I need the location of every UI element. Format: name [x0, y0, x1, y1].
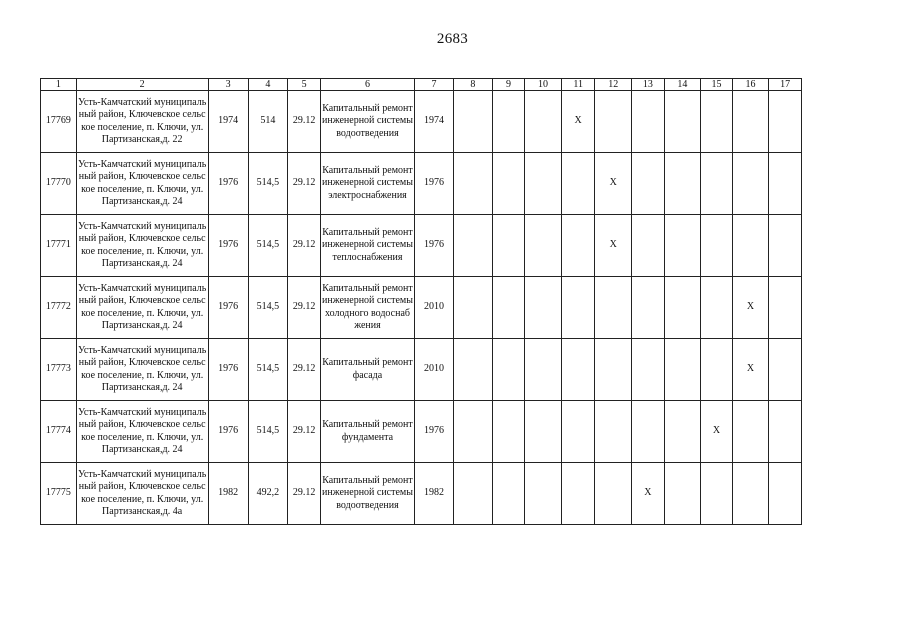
period-mark-cell: X — [595, 153, 632, 215]
col5-cell: 29.12 — [288, 277, 320, 339]
period-mark-cell — [525, 401, 562, 463]
period-mark-cell: X — [561, 91, 595, 153]
period-mark-cell — [664, 153, 701, 215]
table-row — [41, 463, 802, 525]
period-mark-cell: X — [595, 215, 632, 277]
work-year-cell: 1982 — [415, 463, 454, 525]
period-mark-cell — [525, 91, 562, 153]
period-mark-cell — [492, 277, 524, 339]
work-year-cell: 1976 — [415, 153, 454, 215]
area-cell: 514,5 — [248, 339, 288, 401]
year-built-cell: 1982 — [208, 463, 248, 525]
column-header: 5 — [288, 79, 320, 91]
period-mark-cell — [453, 463, 492, 525]
period-mark-cell — [492, 401, 524, 463]
col5-cell: 29.12 — [288, 153, 320, 215]
period-mark-cell — [492, 339, 524, 401]
period-mark-cell — [732, 401, 769, 463]
record-id-cell: 17770 — [41, 153, 77, 215]
area-cell: 492,2 — [248, 463, 288, 525]
address-cell: Усть-Камчатский муниципальный район, Ключевское сельское поселение, п. Ключи, ул. Партизанская,д. 24 — [76, 339, 208, 401]
table-row — [41, 339, 802, 401]
column-header: 13 — [632, 79, 664, 91]
period-mark-cell — [769, 215, 802, 277]
period-mark-cell — [453, 401, 492, 463]
address-cell: Усть-Камчатский муниципальный район, Ключевское сельское поселение, п. Ключи, ул. Партизанская,д. 24 — [76, 277, 208, 339]
record-id-cell: 17774 — [41, 401, 77, 463]
period-mark-cell — [769, 277, 802, 339]
period-mark-cell — [701, 339, 732, 401]
period-mark-cell — [595, 463, 632, 525]
period-mark-cell — [595, 401, 632, 463]
address-cell: Усть-Камчатский муниципальный район, Ключевское сельское поселение, п. Ключи, ул. Партизанская,д. 4а — [76, 463, 208, 525]
period-mark-cell: X — [732, 277, 769, 339]
period-mark-cell — [561, 401, 595, 463]
column-number-row — [41, 79, 802, 91]
table-row — [41, 91, 802, 153]
column-header: 1 — [41, 79, 77, 91]
period-mark-cell — [561, 339, 595, 401]
work-year-cell: 2010 — [415, 277, 454, 339]
period-mark-cell — [595, 91, 632, 153]
year-built-cell: 1976 — [208, 153, 248, 215]
table-row — [41, 277, 802, 339]
record-id-cell: 17775 — [41, 463, 77, 525]
work-type-cell: Капитальный ремонт инженерной системы теплоснабжения — [320, 215, 414, 277]
period-mark-cell — [732, 91, 769, 153]
period-mark-cell — [492, 153, 524, 215]
column-header: 10 — [525, 79, 562, 91]
work-year-cell: 2010 — [415, 339, 454, 401]
column-header: 8 — [453, 79, 492, 91]
work-type-cell: Капитальный ремонт инженерной системы холодного водоснабжения — [320, 277, 414, 339]
period-mark-cell — [769, 339, 802, 401]
period-mark-cell — [732, 215, 769, 277]
column-header: 4 — [248, 79, 288, 91]
column-header: 14 — [664, 79, 701, 91]
table-row — [41, 153, 802, 215]
period-mark-cell: X — [632, 463, 664, 525]
column-header: 3 — [208, 79, 248, 91]
period-mark-cell — [595, 277, 632, 339]
period-mark-cell — [525, 463, 562, 525]
period-mark-cell — [632, 153, 664, 215]
period-mark-cell — [769, 153, 802, 215]
column-header: 11 — [561, 79, 595, 91]
area-cell: 514,5 — [248, 401, 288, 463]
period-mark-cell — [664, 339, 701, 401]
period-mark-cell — [664, 401, 701, 463]
year-built-cell: 1976 — [208, 339, 248, 401]
period-mark-cell — [632, 339, 664, 401]
table-row — [41, 215, 802, 277]
period-mark-cell — [525, 215, 562, 277]
work-year-cell: 1976 — [415, 401, 454, 463]
address-cell: Усть-Камчатский муниципальный район, Ключевское сельское поселение, п. Ключи, ул. Партизанская,д. 24 — [76, 215, 208, 277]
table-row — [41, 401, 802, 463]
column-header: 2 — [76, 79, 208, 91]
period-mark-cell — [492, 91, 524, 153]
period-mark-cell — [595, 339, 632, 401]
period-mark-cell — [769, 401, 802, 463]
period-mark-cell — [701, 463, 732, 525]
area-cell: 514,5 — [248, 215, 288, 277]
address-cell: Усть-Камчатский муниципальный район, Ключевское сельское поселение, п. Ключи, ул. Партизанская,д. 22 — [76, 91, 208, 153]
repair-registry-table — [40, 78, 802, 525]
column-header: 15 — [701, 79, 732, 91]
work-type-cell: Капитальный ремонт фундамента — [320, 401, 414, 463]
period-mark-cell — [453, 215, 492, 277]
col5-cell: 29.12 — [288, 215, 320, 277]
column-header: 16 — [732, 79, 769, 91]
col5-cell: 29.12 — [288, 339, 320, 401]
period-mark-cell — [701, 153, 732, 215]
period-mark-cell — [632, 277, 664, 339]
col5-cell: 29.12 — [288, 401, 320, 463]
period-mark-cell — [632, 215, 664, 277]
period-mark-cell — [664, 277, 701, 339]
period-mark-cell — [492, 215, 524, 277]
address-cell: Усть-Камчатский муниципальный район, Ключевское сельское поселение, п. Ключи, ул. Партизанская,д. 24 — [76, 401, 208, 463]
period-mark-cell — [769, 91, 802, 153]
period-mark-cell — [701, 277, 732, 339]
year-built-cell: 1976 — [208, 215, 248, 277]
period-mark-cell — [525, 277, 562, 339]
record-id-cell: 17772 — [41, 277, 77, 339]
period-mark-cell — [632, 91, 664, 153]
period-mark-cell — [664, 463, 701, 525]
period-mark-cell — [525, 153, 562, 215]
work-type-cell: Капитальный ремонт инженерной системы электроснабжения — [320, 153, 414, 215]
work-year-cell: 1974 — [415, 91, 454, 153]
area-cell: 514 — [248, 91, 288, 153]
column-header: 12 — [595, 79, 632, 91]
work-year-cell: 1976 — [415, 215, 454, 277]
page-number: 2683 — [436, 31, 469, 47]
area-cell: 514,5 — [248, 277, 288, 339]
period-mark-cell — [453, 91, 492, 153]
period-mark-cell — [525, 339, 562, 401]
work-type-cell: Капитальный ремонт фасада — [320, 339, 414, 401]
period-mark-cell — [769, 463, 802, 525]
period-mark-cell — [664, 215, 701, 277]
column-header: 6 — [320, 79, 414, 91]
period-mark-cell — [664, 91, 701, 153]
period-mark-cell — [701, 91, 732, 153]
period-mark-cell — [732, 463, 769, 525]
period-mark-cell — [453, 153, 492, 215]
column-header: 17 — [769, 79, 802, 91]
column-header: 7 — [415, 79, 454, 91]
record-id-cell: 17769 — [41, 91, 77, 153]
year-built-cell: 1974 — [208, 91, 248, 153]
record-id-cell: 17771 — [41, 215, 77, 277]
period-mark-cell — [561, 463, 595, 525]
col5-cell: 29.12 — [288, 91, 320, 153]
address-cell: Усть-Камчатский муниципальный район, Ключевское сельское поселение, п. Ключи, ул. Партизанская,д. 24 — [76, 153, 208, 215]
period-mark-cell — [453, 277, 492, 339]
period-mark-cell — [732, 153, 769, 215]
period-mark-cell — [701, 215, 732, 277]
period-mark-cell — [492, 463, 524, 525]
period-mark-cell — [561, 215, 595, 277]
period-mark-cell — [561, 277, 595, 339]
period-mark-cell: X — [732, 339, 769, 401]
column-header: 9 — [492, 79, 524, 91]
col5-cell: 29.12 — [288, 463, 320, 525]
year-built-cell: 1976 — [208, 401, 248, 463]
period-mark-cell: X — [701, 401, 732, 463]
area-cell: 514,5 — [248, 153, 288, 215]
work-type-cell: Капитальный ремонт инженерной системы водоотведения — [320, 91, 414, 153]
record-id-cell: 17773 — [41, 339, 77, 401]
year-built-cell: 1976 — [208, 277, 248, 339]
period-mark-cell — [453, 339, 492, 401]
period-mark-cell — [561, 153, 595, 215]
work-type-cell: Капитальный ремонт инженерной системы водоотведения — [320, 463, 414, 525]
period-mark-cell — [632, 401, 664, 463]
